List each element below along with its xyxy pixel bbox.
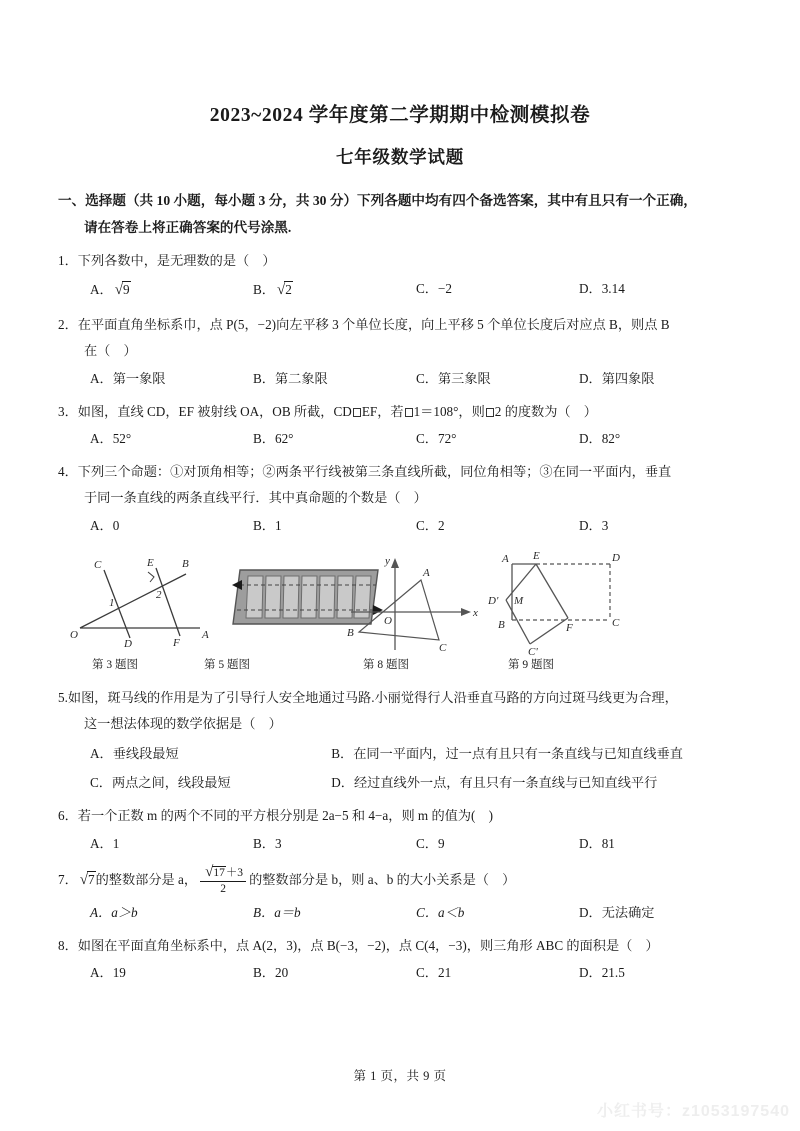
option-5-c[interactable]: C．两点之间，线段最短	[90, 775, 231, 791]
page-title: 2023~2024 学年度第二学期期中检测模拟卷	[209, 105, 591, 126]
fraction-denominator: 2	[200, 881, 246, 896]
svg-text:A: A	[202, 629, 209, 642]
page-footer: 第 1 页，共 9 页	[353, 1069, 447, 1083]
svg-text:A: A	[423, 567, 430, 580]
parallel-symbol-box	[353, 408, 361, 417]
svg-text:C: C	[612, 617, 620, 630]
svg-text:E: E	[533, 550, 540, 563]
svg-text:O: O	[70, 629, 78, 642]
svg-text:C: C	[94, 559, 102, 572]
option-2-b[interactable]: B．第二象限	[253, 370, 328, 386]
option-8-b[interactable]: B．20	[253, 965, 289, 981]
question-5-options-row1	[58, 741, 742, 767]
page-subtitle: 七年级数学试题	[335, 147, 465, 168]
angle-symbol-box	[486, 408, 494, 417]
svg-text:A: A	[502, 553, 509, 566]
question-6-stem: 6．若一个正数 m 的两个不同的平方根分别是 2a−5 和 4−a，则 m 的值为( )	[58, 808, 494, 824]
option-4-c[interactable]: C．2	[416, 517, 445, 533]
section-heading-choice	[58, 188, 742, 241]
figure-question-9	[488, 548, 640, 661]
svg-text:O: O	[384, 615, 392, 628]
question-3-stem: 3．如图，直线 CD，EF 被射线 OA，OB 所截，CD EF，若 1＝108°，则 2 的度数为（ ）	[58, 403, 597, 419]
question-5-options-row2	[58, 770, 742, 796]
svg-text:C': C'	[528, 646, 538, 657]
fraction-numerator: √17＋3	[205, 863, 244, 880]
option-1-a[interactable]: A． √9	[90, 276, 253, 305]
svg-text:E: E	[147, 557, 154, 570]
svg-text:x: x	[473, 607, 478, 620]
option-3-d[interactable]: D．82°	[579, 431, 621, 447]
option-8-c[interactable]: C．21	[416, 965, 452, 981]
svg-text:C: C	[439, 642, 447, 655]
watermark: 小红书号：z1053197540	[597, 1103, 790, 1120]
question-3	[58, 399, 742, 452]
option-8-a[interactable]: A．19	[90, 965, 126, 981]
option-7-b[interactable]: B．a＝b	[253, 904, 301, 920]
option-6-c[interactable]: C．9	[416, 835, 445, 851]
option-8-d[interactable]: D．21.5	[579, 965, 625, 981]
option-3-c[interactable]: C．72°	[416, 431, 457, 447]
option-1-d[interactable]: D．3.14	[579, 281, 625, 297]
question-3-options	[58, 426, 742, 452]
option-3-a[interactable]: A．52°	[90, 431, 132, 447]
question-7-options	[58, 900, 742, 926]
question-1-options	[58, 276, 742, 305]
svg-text:B: B	[347, 627, 354, 640]
caption-fig-3: 第 3 题图	[92, 659, 138, 672]
svg-text:1: 1	[109, 597, 115, 610]
option-7-a[interactable]: A．a＞b	[90, 904, 138, 920]
question-1	[58, 248, 742, 305]
svg-text:D: D	[124, 638, 132, 651]
option-2-d[interactable]: D．第四象限	[579, 370, 655, 386]
figure-captions	[58, 656, 742, 678]
sqrt-icon: √2	[276, 282, 292, 299]
question-5	[58, 685, 742, 796]
section-heading-line2: 请在答卷上将正确答案的代号涂黑.	[84, 219, 292, 235]
svg-text:F: F	[173, 637, 180, 650]
section-heading-line1: 一、选择题（共 10 小题，每小题 3 分，共 30 分）下列各题中均有四个备选答案，其中有且只有一个正确，	[58, 193, 697, 209]
figure-question-8	[343, 550, 489, 659]
svg-text:D': D'	[488, 595, 499, 608]
option-5-b[interactable]: B．在同一平面内，过一点有且只有一条直线与已知直线垂直	[331, 745, 683, 761]
question-6-options	[58, 831, 742, 857]
figures-row	[58, 548, 742, 656]
option-3-b[interactable]: B．62°	[253, 431, 294, 447]
fraction	[200, 863, 246, 897]
option-6-a[interactable]: A．1	[90, 835, 120, 851]
option-4-b[interactable]: B．1	[253, 517, 282, 533]
svg-text:D: D	[612, 552, 620, 565]
question-6	[58, 803, 742, 856]
option-7-d[interactable]: D．无法确定	[579, 904, 655, 920]
question-7-stem: 7． √7的整数部分是 a， $\frac{√17+3}{2}$ 的整数部分是 b，则 a、b 的大小关系是（ ）	[58, 863, 516, 896]
caption-fig-5: 第 5 题图	[204, 659, 250, 672]
sqrt-icon: √9	[114, 282, 130, 299]
svg-text:F: F	[566, 622, 573, 635]
svg-text:y: y	[385, 555, 390, 568]
svg-text:2: 2	[156, 589, 162, 602]
svg-text:M: M	[514, 595, 524, 608]
question-5-stem: 5.如图，斑马线的作用是为了引导行人安全地通过马路.小丽觉得行人沿垂直马路的方向过斑马线更为合理， 这一想法体现的数学依据是（ ）	[58, 690, 678, 731]
option-6-d[interactable]: D．81	[579, 835, 615, 851]
option-7-c[interactable]: C．a＜b	[416, 904, 465, 920]
option-1-b[interactable]: B． √2	[253, 276, 416, 305]
sqrt-icon: √17	[205, 863, 225, 880]
sqrt-icon: √7	[79, 871, 95, 888]
question-4	[58, 459, 742, 538]
svg-text:B: B	[498, 619, 505, 632]
question-4-stem: 4．下列三个命题：①对顶角相等；②两条平行线被第三条直线所截，同位角相等；③在同一平面内，垂直 于同一条直线的两条直线平行．其中真命题的个数是（ ）	[58, 464, 672, 505]
option-6-b[interactable]: B．3	[253, 835, 282, 851]
option-4-d[interactable]: D．3	[579, 517, 609, 533]
question-4-options	[58, 513, 742, 539]
question-2-stem: 2．在平面直角坐标系巾，点 P(5，−2)向左平移 3 个单位长度，向上平移 5 个单位长度后对应点 B，则点 B 在（ ）	[58, 317, 670, 359]
angle-symbol-box	[405, 408, 413, 417]
option-2-a[interactable]: A．第一象限	[90, 370, 166, 386]
option-2-c[interactable]: C．第三象限	[416, 370, 491, 386]
svg-text:B: B	[182, 558, 189, 571]
question-8	[58, 933, 742, 986]
question-2	[58, 312, 742, 391]
option-5-a[interactable]: A．垂线段最短	[90, 745, 179, 761]
option-1-c[interactable]: C．−2	[416, 281, 453, 297]
question-1-stem: 1．下列各数中，是无理数的是（ ）	[58, 253, 276, 269]
question-8-stem: 8．如图在平面直角坐标系中，点 A(2，3)，点 B(−3，−2)，点 C(4，−3)，则三角形 ABC 的面积是（ ）	[58, 937, 659, 953]
figure-question-3	[68, 550, 218, 659]
question-2-options	[58, 366, 742, 392]
option-4-a[interactable]: A．0	[90, 517, 120, 533]
question-8-options	[58, 960, 742, 986]
option-5-d[interactable]: D．经过直线外一点，有且只有一条直线与已知直线平行	[331, 775, 658, 791]
caption-fig-8: 第 8 题图	[363, 659, 409, 672]
question-7	[58, 864, 742, 926]
caption-fig-9: 第 9 题图	[508, 659, 554, 672]
